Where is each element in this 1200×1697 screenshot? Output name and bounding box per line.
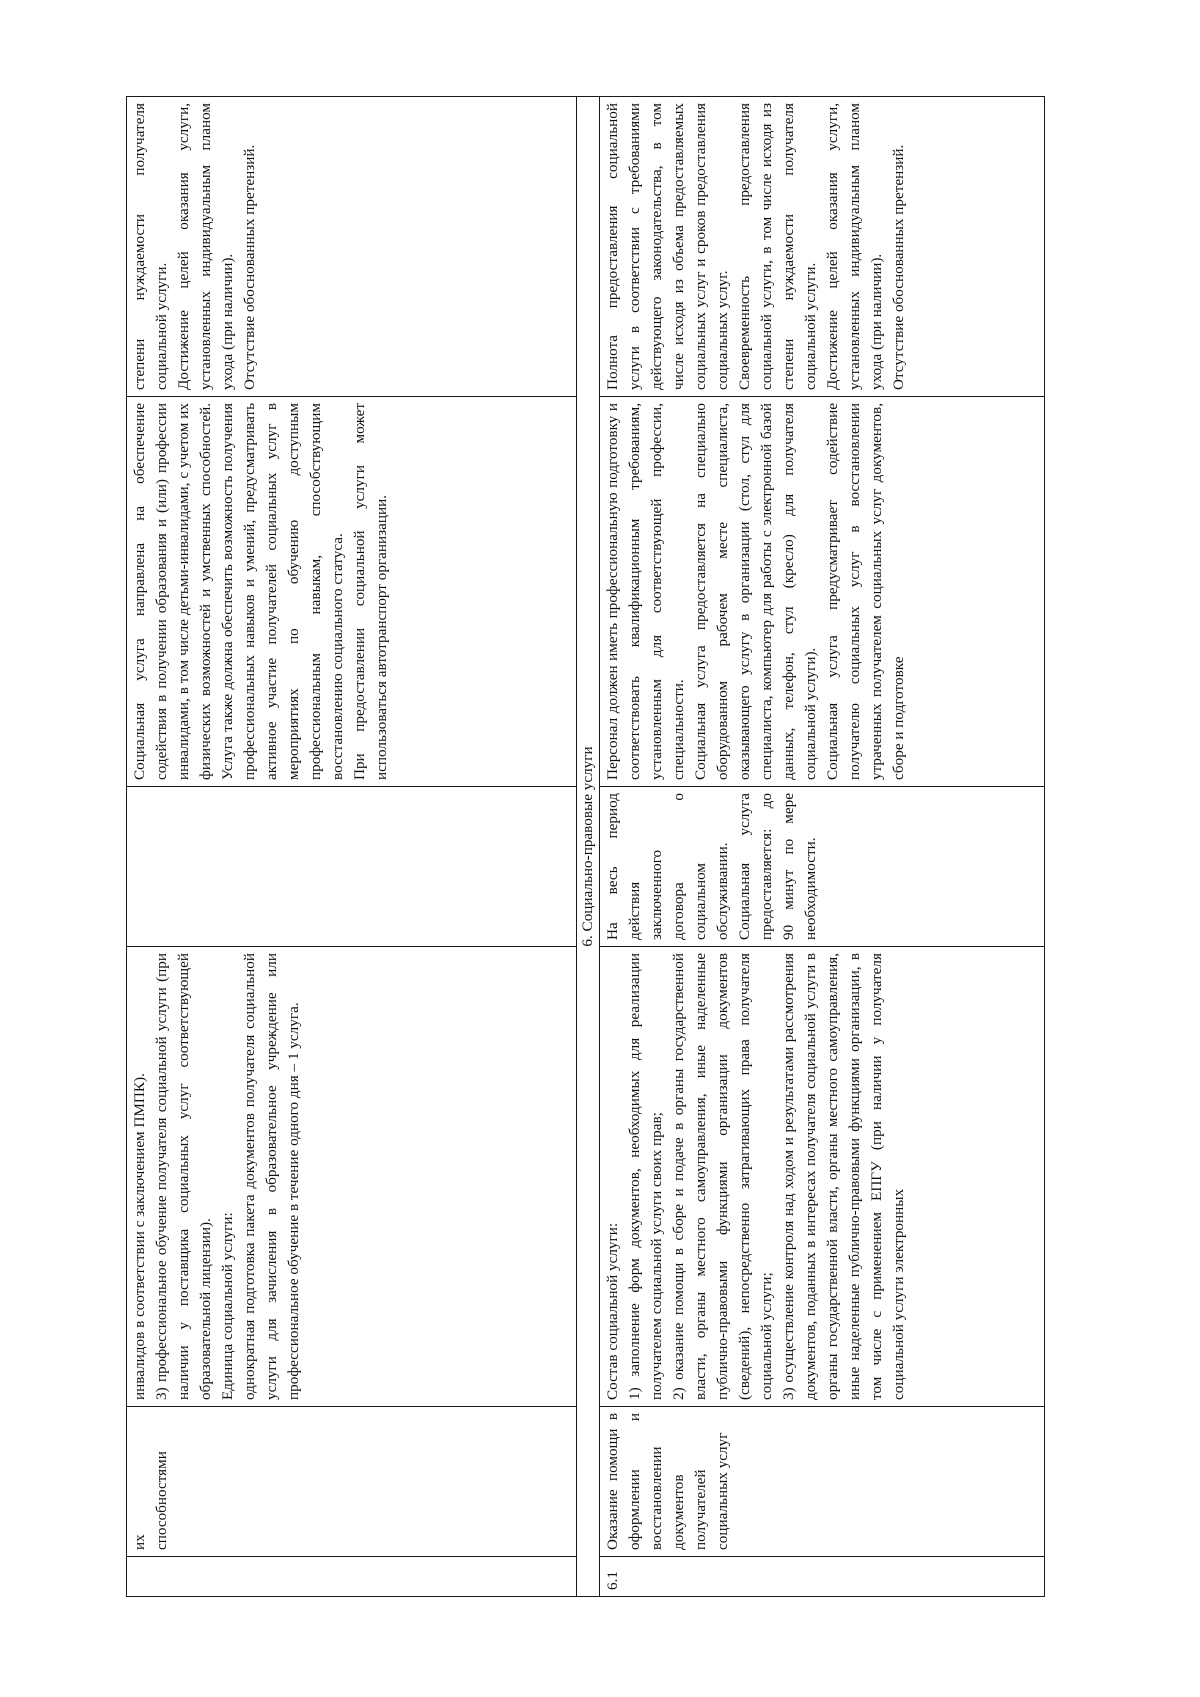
cell-timing: На весь период действия заключенного договора о социальном обслуживании. Социальная услуга предоставляется: до 90 минут по мере необходимости. (600, 787, 1045, 947)
section-title: 6. Социально-правовые услуги (577, 97, 600, 1597)
cell-conditions: Персонал должен иметь профессиональную подготовку и соответствовать квалификационным требованиям, установленным для соответствующей профессии, специальности. Социальная услуга предоставляется на специально оборудованном рабочем месте специалиста, оказывающего услугу в организации (стол, стул для специалиста, компьютер для работы с электронной базой данных, телефон, стул (кресло) для получателя социальной услуги). Социальная услуга предусматривает содействие получателю социальных услуг в восстановлении утраченных получателем социальных услуг документов, сборе и подготовке (600, 397, 1045, 787)
cell-conditions: Социальная услуга направлена на обеспечение содействия в получении образования и (или) профессии инвалидами, в том числе детьми-инвалидами, с учетом их физических возможностей и умственных способностей. Услуга также должна обеспечить возможность получения профессиональных навыков и умений, предусматривать активное участие получателей социальных услуг в мероприятиях по обучению доступным профессиональным навыкам, способствующим восстановлению социального статуса. При предоставлении социальной услуги может использоваться автотранспорт организации. (127, 397, 577, 787)
rotated-page (126, 97, 1076, 1597)
cell-service-name: их способностями (127, 1407, 577, 1557)
cell-number: 6.1 (600, 1557, 1045, 1597)
cell-timing (127, 787, 577, 947)
section-row (577, 97, 600, 1597)
cell-number (127, 1557, 577, 1597)
cell-service-name: Оказание помощи в оформлении и восстановлении документов получателей социальных услуг (600, 1407, 1045, 1557)
cell-quality: Полнота предоставления социальной услуги в соответствии с требованиями действующего законодательства, в том числе исходя из объема предоставляемых социальных услуг и сроков предоставления социальных услуг. Своевременность предоставления социальной услуги, в том числе исходя из степени нуждаемости получателя социальной услуги. Достижение целей оказания услуги, установленных индивидуальным планом ухода (при наличии). Отсутствие обоснованных претензий. (600, 97, 1045, 397)
table-row (600, 97, 1045, 1597)
cell-description: инвалидов в соответствии с заключением ПМПК). 3) профессиональное обучение получателя социальной услуги (при наличии у поставщика социальных услуг соответствующей образовательной лицензии). Единица социальной услуги: однократная подготовка пакета документов получателя социальной услуги для зачисления в образовательное учреждение или профессиональное обучение в течение одного дня – 1 услуга. (127, 947, 577, 1407)
table-row (127, 97, 577, 1597)
services-table (126, 96, 1045, 1597)
cell-description: Состав социальной услуги: 1) заполнение форм документов, необходимых для реализации получателем социальной услуги своих прав; 2) оказание помощи в сборе и подаче в органы государственной власти, органы местного самоуправления, иные наделенные публично-правовыми функциями организации документов (сведений), непосредственно затрагивающих права получателя социальной услуги; 3) осуществление контроля над ходом и результатами рассмотрения документов, поданных в интересах получателя социальной услуги в органы государственной власти, органы местного самоуправления, иные наделенные публично-правовыми функциями организации, в том числе с применением ЕПГУ (при наличии у получателя социальной услуги электронных (600, 947, 1045, 1407)
cell-quality: степени нуждаемости получателя социальной услуги. Достижение целей оказания услуги, установленных индивидуальным планом ухода (при наличии). Отсутствие обоснованных претензий. (127, 97, 577, 397)
